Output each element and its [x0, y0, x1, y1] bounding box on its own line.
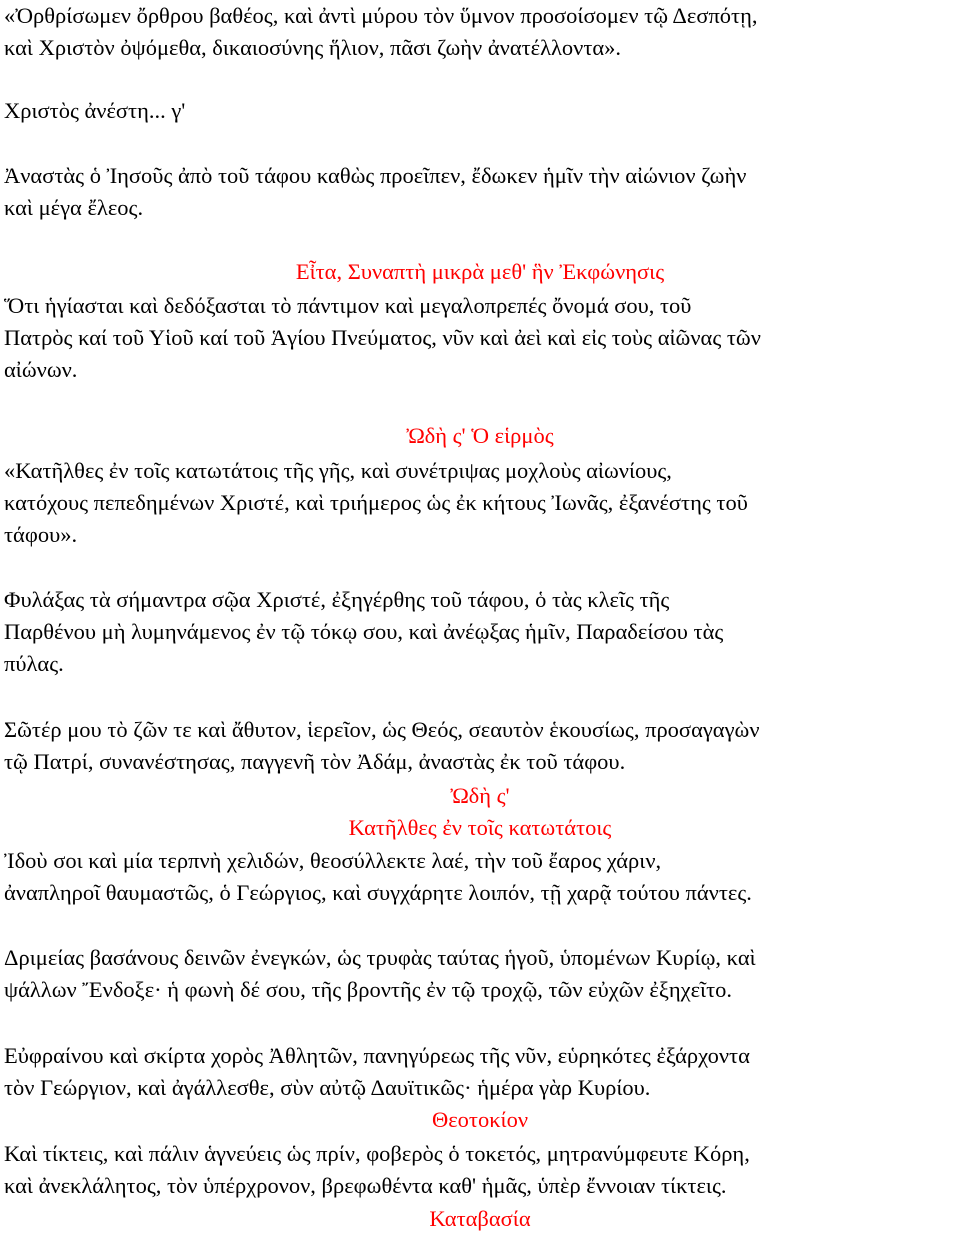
- text-line: καὶ μέγα ἔλεος.: [4, 195, 144, 220]
- paragraph-troparion-5: [4, 1040, 960, 1104]
- paragraph-theotokion: [4, 1138, 960, 1202]
- section-heading: Ὠδὴ ς' Ὁ εἱρμὸς: [406, 423, 554, 448]
- text-line: Πατρὸς καί τοῦ Υἱοῦ καί τοῦ Ἁγίου Πνεύματος, νῦν καὶ ἀεὶ καὶ εἰς τοὺς αἰῶνας τῶν: [4, 325, 761, 350]
- paragraph-troparion-2: [4, 714, 960, 778]
- section-heading: Κατῆλθες ἐν τοῖς κατωτάτοις: [348, 815, 612, 840]
- section-heading: Εἶτα, Συναπτὴ μικρὰ μεθ' ἣν Ἐκφώνησις: [295, 259, 665, 284]
- text-line: καὶ ἀνεκλάλητος, τὸν ὑπέρχρονον, βρεφωθέντα καθ' ἡμᾶς, ὑπὲρ ἔννοιαν τίκτεις.: [4, 1173, 727, 1198]
- text-line: ἀναπληροῖ θαυμαστῶς, ὁ Γεώργιος, καὶ συγχάρητε λοιπόν, τῇ χαρᾷ τούτου πάντες.: [4, 880, 752, 905]
- text-line: «Ὀρθρίσωμεν ὄρθρου βαθέος, καὶ ἀντὶ μύρου τὸν ὕμνον προσοίσομεν τῷ Δεσπότῃ,: [4, 3, 758, 28]
- paragraph-ekphonesis: [4, 290, 960, 386]
- text-line: Χριστὸς ἀνέστη... γ': [4, 98, 186, 123]
- section-heading: Θεοτοκίον: [431, 1107, 529, 1132]
- text-line: τῷ Πατρί, συνανέστησας, παγγενῆ τὸν Ἀδάμ, ἀναστὰς ἐκ τοῦ τάφου.: [4, 749, 626, 774]
- text-line: πύλας.: [4, 651, 64, 676]
- text-line: καὶ Χριστὸν ὀψόμεθα, δικαιοσύνης ἥλιον, πᾶσι ζωὴν ἀνατέλλοντα».: [4, 35, 622, 60]
- text-line: Δριμείας βασάνους δεινῶν ἐνεγκών, ὡς τρυφὰς ταύτας ἡγοῦ, ὑπομένων Κυρίῳ, καὶ: [4, 945, 756, 970]
- paragraph-troparion-1: [4, 584, 960, 680]
- text-line: Ἰδοὺ σοι καὶ μία τερπνὴ χελιδών, θεοσύλλεκτε λαέ, τὴν τοῦ ἔαρος χάριν,: [4, 848, 662, 873]
- paragraph-christos-anesti: [4, 95, 960, 127]
- text-line: ψάλλων Ἔνδοξε· ἡ φωνὴ δέ σου, τῆς βροντῆς ἐν τῷ τροχῷ, τῶν εὐχῶν ἐξηχεῖτο.: [4, 977, 733, 1002]
- text-line: τάφου».: [4, 522, 78, 547]
- text-line: Εὐφραίνου καὶ σκίρτα χορὸς Ἀθλητῶν, πανηγύρεως τῆς νῦν, εὑρηκότες ἐξάρχοντα: [4, 1043, 750, 1068]
- text-line: τὸν Γεώργιον, καὶ ἀγάλλεσθε, σὺν αὐτῷ Δαυϊτικῶς· ἡμέρα γὰρ Κυρίου.: [4, 1075, 651, 1100]
- text-line: Ἀναστὰς ὁ Ἰησοῦς ἀπὸ τοῦ τάφου καθὼς προεῖπεν, ἔδωκεν ἡμῖν τὴν αἰώνιον ζωὴν: [4, 163, 747, 188]
- paragraph-troparion-4: [4, 942, 960, 1006]
- section-heading: Ὠδὴ ς': [450, 783, 510, 808]
- paragraph-orthrisomen: [4, 0, 960, 64]
- text-line: αἰώνων.: [4, 357, 78, 382]
- section-heading: Καταβασία: [429, 1206, 531, 1231]
- text-line: Σῶτέρ μου τὸ ζῶν τε καὶ ἄθυτον, ἱερεῖον, ὡς Θεός, σεαυτὸν ἑκουσίως, προσαγαγὼν: [4, 717, 760, 742]
- text-line: Παρθένου μὴ λυμηνάμενος ἐν τῷ τόκῳ σου, καὶ ἀνέῳξας ἡμῖν, Παραδείσου τὰς: [4, 619, 724, 644]
- text-line: Φυλάξας τὰ σήμαντρα σῷα Χριστέ, ἐξηγέρθης τοῦ τάφου, ὁ τὰς κλεῖς τῆς: [4, 587, 670, 612]
- text-line: «Κατῆλθες ἐν τοῖς κατωτάτοις τῆς γῆς, καὶ συνέτριψας μοχλοὺς αἰωνίους,: [4, 458, 672, 483]
- paragraph-heirmos: [4, 455, 960, 551]
- text-line: κατόχους πεπεδημένων Χριστέ, καὶ τριήμερος ὡς ἐκ κήτους Ἰωνᾶς, ἐξανέστης τοῦ: [4, 490, 748, 515]
- paragraph-troparion-3: [4, 845, 960, 909]
- paragraph-anastas: [4, 160, 960, 224]
- text-line: Καὶ τίκτεις, καὶ πάλιν ἁγνεύεις ὡς πρίν, φοβερὸς ὁ τοκετός, μητρανύμφευτε Κόρη,: [4, 1141, 750, 1166]
- text-line: Ὅτι ἡγίασται καὶ δεδόξασται τὸ πάντιμον καὶ μεγαλοπρεπές ὄνομά σου, τοῦ: [4, 293, 692, 318]
